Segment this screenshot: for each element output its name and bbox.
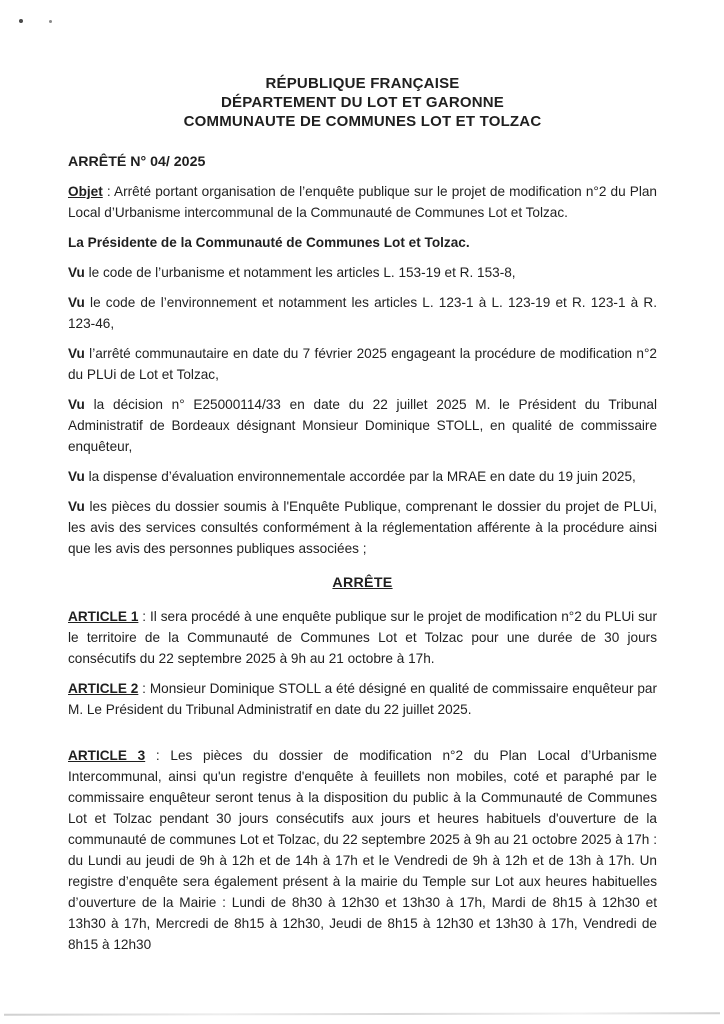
vu-label: Vu — [68, 346, 85, 361]
vu-label: Vu — [68, 397, 85, 412]
arrete-number: ARRÊTÉ N° 04/ 2025 — [68, 154, 206, 170]
vu-paragraph-3 — [68, 343, 657, 385]
presidente-line: La Présidente de la Communauté de Communes Lot et Tolzac. — [68, 235, 470, 250]
vu-paragraph-4 — [68, 394, 657, 457]
arrete-heading — [68, 573, 657, 594]
vu-paragraph-6 — [68, 496, 657, 559]
article-1-paragraph — [68, 606, 657, 669]
vu-text: la dispense d’évaluation environnementale accordée par la MRAE en date du 19 juin 2025, — [84, 469, 636, 484]
header-communaute: COMMUNAUTE DE COMMUNES LOT ET TOLZAC — [183, 113, 542, 130]
vu-text: le code de l’environnement et notamment les articles L. 123-1 à L. 123-19 et R. 123-1 à R. 123-46, — [68, 295, 657, 331]
header-departement: DÉPARTEMENT DU LOT ET GARONNE — [220, 94, 505, 111]
arrete-heading-text: ARRÊTE — [332, 575, 393, 591]
vu-paragraph-2 — [68, 292, 657, 334]
vu-paragraph-1 — [68, 262, 657, 283]
document-header — [68, 74, 657, 131]
vu-label: Vu — [68, 499, 85, 514]
vu-label: Vu — [68, 469, 85, 484]
vu-paragraph-5 — [68, 466, 657, 487]
article-2-text: : Monsieur Dominique STOLL a été désigné en qualité de commissaire enquêteur par M. Le Président du Tribunal Administratif en date du 22 juillet 2025. — [68, 681, 657, 717]
article-2-label: ARTICLE 2 — [68, 681, 139, 696]
vu-text: le code de l’urbanisme et notamment les articles L. 153-19 et R. 153-8, — [84, 265, 516, 280]
article-3-label: ARTICLE 3 — [68, 748, 146, 763]
vu-label: Vu — [68, 265, 85, 280]
objet-paragraph — [68, 181, 657, 223]
article-1-label: ARTICLE 1 — [68, 609, 139, 624]
header-republique: RÉPUBLIQUE FRANÇAISE — [265, 75, 460, 92]
vu-text: l’arrêté communautaire en date du 7 février 2025 engageant la procédure de modification n°2 du PLUi de Lot et Tolzac, — [68, 346, 657, 382]
vu-text: les pièces du dossier soumis à l'Enquête Publique, comprenant le dossier du projet de PLUi, les avis des services consultés conformément à la réglementation afférente à la procédure ainsi que les avis des personnes publiques associées ; — [68, 499, 657, 556]
vu-text: la décision n° E25000114/33 en date du 22 juillet 2025 M. le Président du Tribunal Administratif de Bordeaux désignant Monsieur Dominique STOLL, en qualité de commissaire enquêteur, — [68, 397, 657, 454]
objet-text: : Arrêté portant organisation de l’enquête publique sur le projet de modification n°2 du Plan Local d’Urbanisme intercommunal de la Communauté de Communes Lot et Tolzac. — [68, 184, 657, 220]
objet-label: Objet — [68, 184, 103, 199]
article-1-text: : Il sera procédé à une enquête publique sur le projet de modification n°2 du PLUi sur le territoire de la Communauté de Communes Lot et Tolzac pour une durée de 30 jours consécutifs du 22 septembre 2025 à 9h au 21 octobre à 17h. — [68, 609, 657, 666]
article-2-paragraph — [68, 678, 657, 720]
vu-label: Vu — [68, 295, 85, 310]
article-3-paragraph — [68, 745, 657, 955]
article-3-text: : Les pièces du dossier de modification n°2 du Plan Local d’Urbanisme Intercommunal, ainsi qu'un registre d'enquête à feuillets non mobiles, coté et paraphé par le commissaire enquêteur seront tenus à la disposition du public à la Communauté de Communes Lot et Tolzac pendant 30 jours consécutifs aux jours et heures habituels d'ouverture de la communauté de communes Lot et Tolzac, du 22 septembre 2025 à 9h au 21 octobre 2025 à 17h : du Lundi au jeudi de 9h à 12h et de 14h à 17h et le Vendredi de 9h à 12h et de 13h à 17h. Un registre d’enquête sera également présent à la mairie du Temple sur Lot aux heures habituelles d’ouverture de la Mairie : Lundi de 8h30 à 12h30 et 13h30 à 17h, Mardi de 8h15 à 12h30 et 13h30 à 17h, Mercredi de 8h15 à 12h30, Jeudi de 8h15 à 12h30 et 13h30 à 17h, Vendredi de 8h15 à 12h30 — [68, 748, 657, 952]
